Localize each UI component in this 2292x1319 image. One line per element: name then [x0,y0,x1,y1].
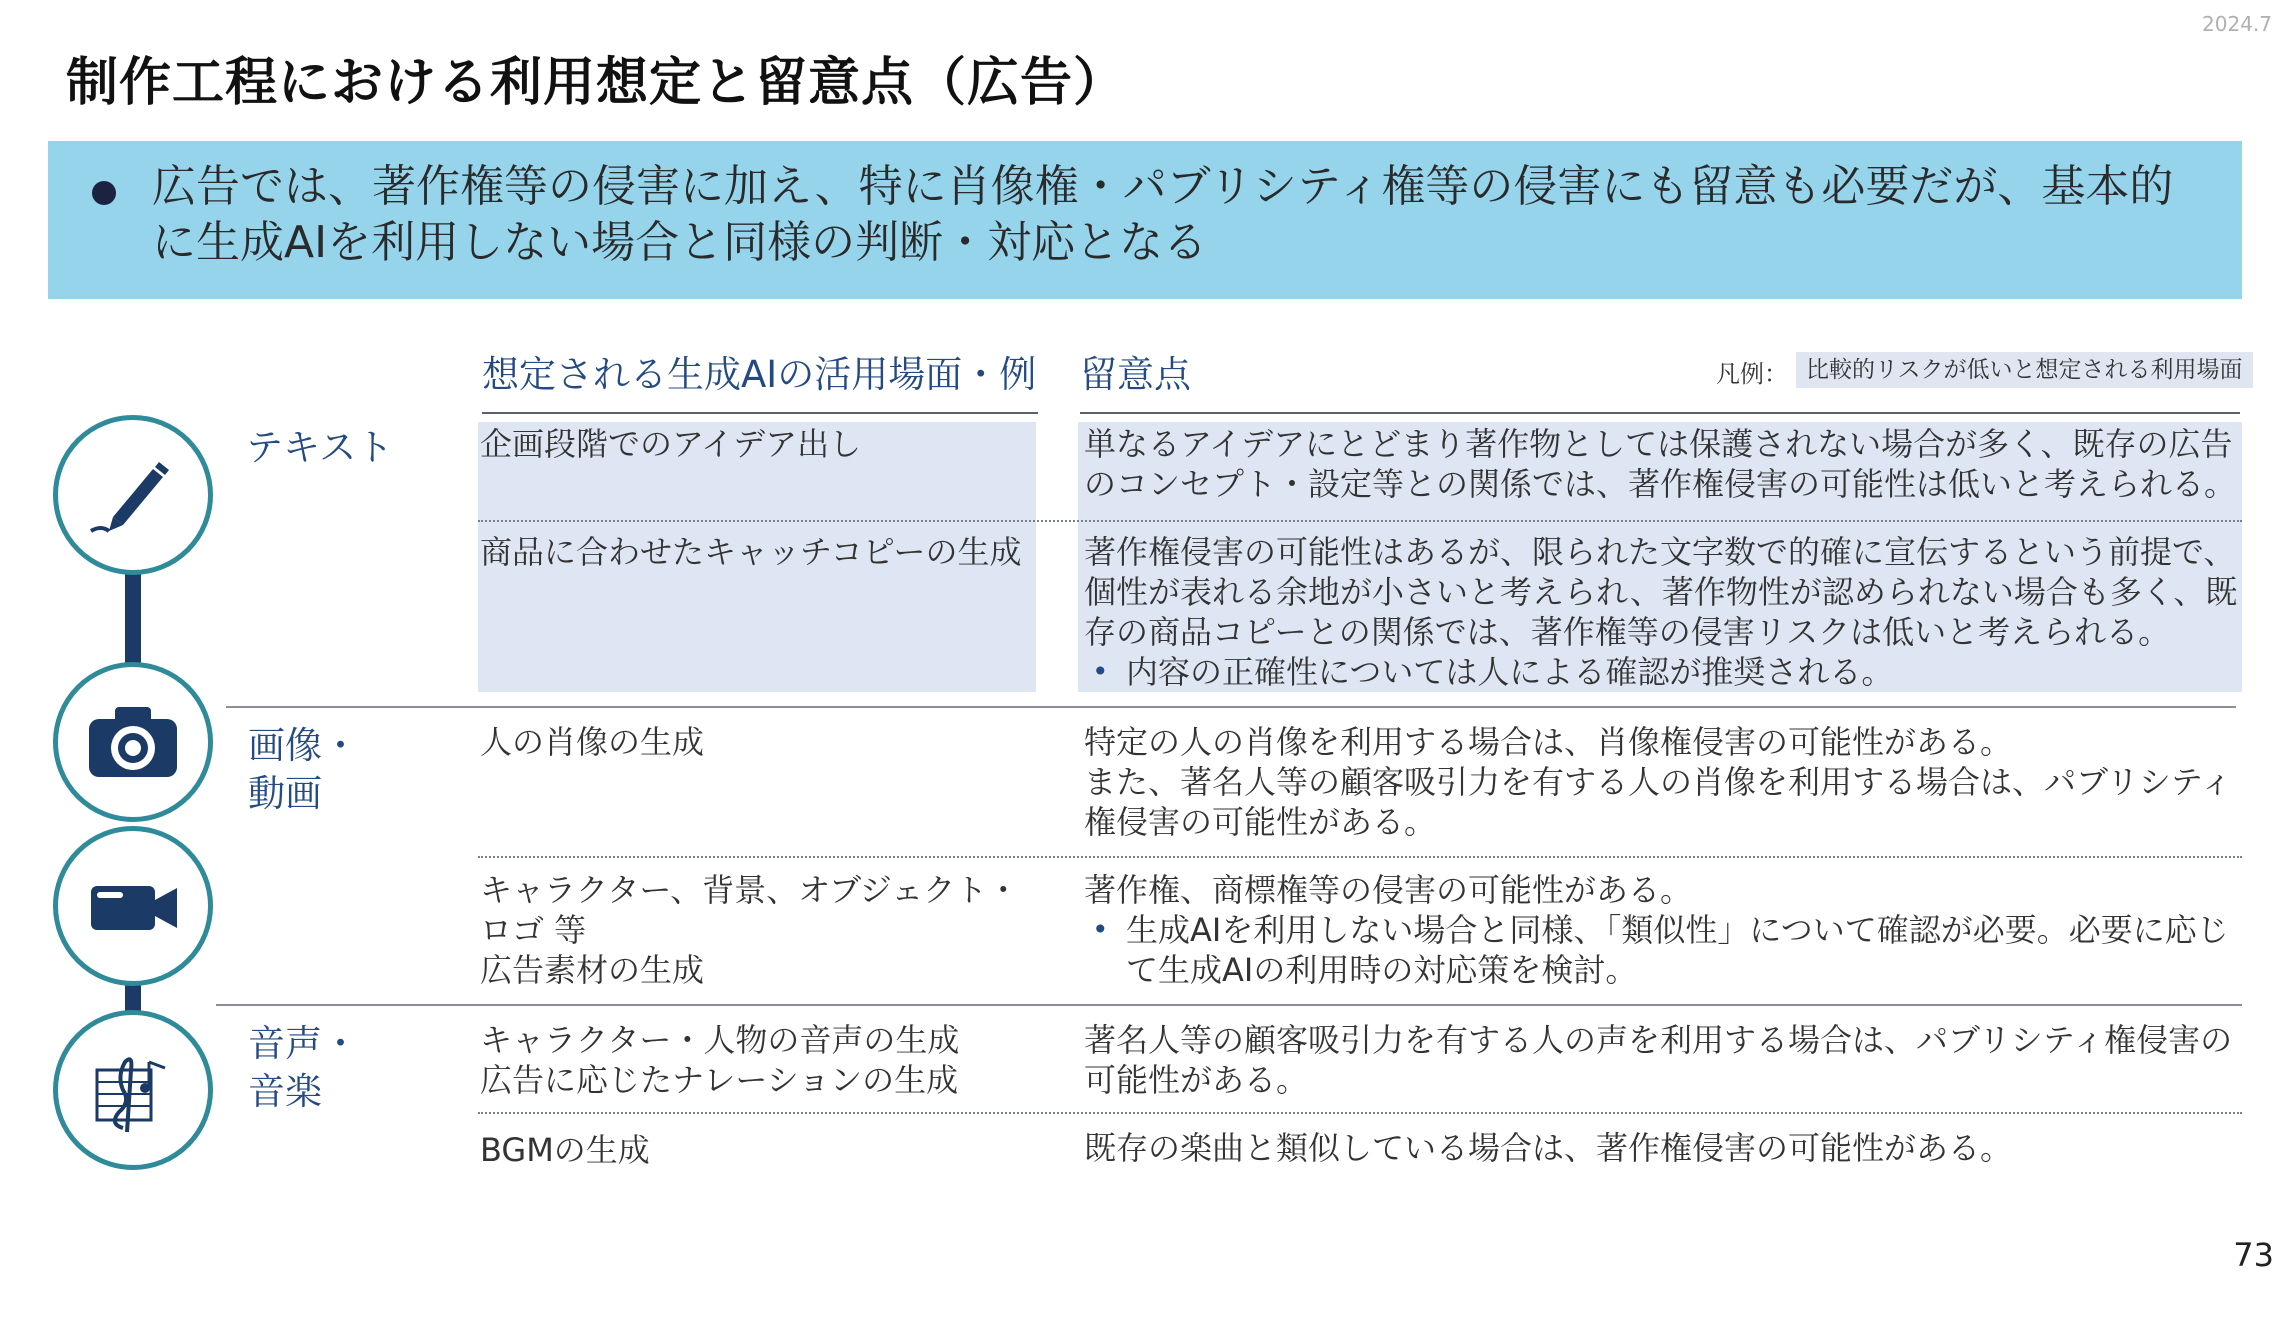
row-note-bgm: 既存の楽曲と類似している場合は、著作権侵害の可能性がある。 [1084,1129,2013,1167]
row-use-character [480,870,1040,990]
category-image-label: 画像・ [248,724,359,767]
note-portrait-line1: 特定の人の肖像を利用する場合は、肖像権侵害の可能性がある。 [1084,723,2013,761]
row-note-catchcopy [1084,532,2242,692]
page-number: 73 [2233,1236,2274,1274]
category-audio-label: 音声・ [248,1022,359,1065]
row-note-voice: 著名人等の顧客吸引力を有する人の声を利用する場合は、パブリシティ権侵害の可能性がある。 [1084,1021,2233,1099]
summary-banner [48,141,2242,299]
note-character-bullet [1084,910,2242,990]
use-character-line2: 広告素材の生成 [480,951,705,989]
icon-ring-text [53,415,213,575]
note-catchcopy-bullet [1084,652,2242,692]
section-divider [226,706,2236,708]
note-character-text: 著作権、商標権等の侵害の可能性がある。 [1084,871,1693,909]
icon-ring-image [53,662,213,822]
row-use-catchcopy: 商品に合わせたキャッチコピーの生成 [480,533,1022,571]
use-voice-line1: キャラクター・人物の音声の生成 [480,1021,960,1059]
row-use-portrait: 人の肖像の生成 [480,723,705,761]
summary-text: 広告では、著作権等の侵害に加え、特に肖像権・パブリシティ権等の侵害にも留意も必要だが、基本的に生成AIを利用しない場合と同様の判断・対応となる [152,161,2174,268]
page-title: 制作工程における利用想定と留意点（広告） [66,53,1127,113]
bullet-dot [92,181,116,205]
category-video-label: 動画 [248,772,322,815]
use-voice-line2: 広告に応じたナレーションの生成 [480,1061,959,1099]
use-character-line1: キャラクター、背景、オブジェクト・ロゴ 等 [480,871,1020,949]
note-catchcopy-text: 著作権侵害の可能性はあるが、限られた文字数で的確に宣伝するという前提で、個性が表れる余地が小さいと考えられ、著作物性が認められない場合も多く、既存の商品コピーとの関係では、著作権等の侵害リスクは低いと考えられる。 [1084,533,2238,651]
category-text: テキスト [246,426,394,469]
note-catchcopy-bullet-text: 内容の正確性については人による確認が推奨される。 [1126,653,1894,691]
row-use-idea: 企画段階でのアイデア出し [480,425,862,463]
camera-icon [83,697,183,787]
icon-ring-audio [53,1010,213,1170]
note-character-bullet-text: 生成AIを利用しない場合と同様、「類似性」について確認が必要。必要に応じて生成AIの利用時の対応策を検討。 [1126,911,2229,989]
column-header-note-label: 留意点 [1080,353,1191,396]
icon-ring-video [53,826,213,986]
music-score-icon [83,1040,183,1140]
row-use-bgm: BGMの生成 [480,1131,650,1169]
category-music-label: 音楽 [248,1070,322,1113]
timeline-connector [125,982,141,1012]
timeline-connector [125,572,141,664]
bullet-dot: • [1092,913,1109,946]
section-divider [216,1004,2242,1006]
bullet-dot: • [1092,655,1109,688]
row-divider [478,1112,2242,1114]
note-portrait-line2: また、著名人等の顧客吸引力を有する人の肖像を利用する場合は、パブリシティ権侵害の可能性がある。 [1084,763,2233,841]
row-note-portrait [1084,722,2242,842]
video-camera-icon [83,866,183,946]
category-image-video [248,722,359,818]
date-label: 2024.7 [2202,12,2272,36]
row-use-voice [480,1020,1040,1100]
row-note-character [1084,870,2242,990]
legend-label: 凡例： [1716,360,1788,388]
category-audio-music [248,1020,359,1116]
pen-writing-icon [83,445,183,545]
column-header-use: 想定される生成AIの活用場面・例 [482,344,1038,414]
row-note-idea: 単なるアイデアにとどまり著作物としては保護されない場合が多く、既存の広告のコンセプト・設定等との関係では、著作権侵害の可能性は低いと考えられる。 [1084,425,2237,503]
legend-item: 比較的リスクが低いと想定される利用場面 [1796,352,2253,388]
row-divider [478,520,2242,522]
row-divider [478,856,2242,858]
